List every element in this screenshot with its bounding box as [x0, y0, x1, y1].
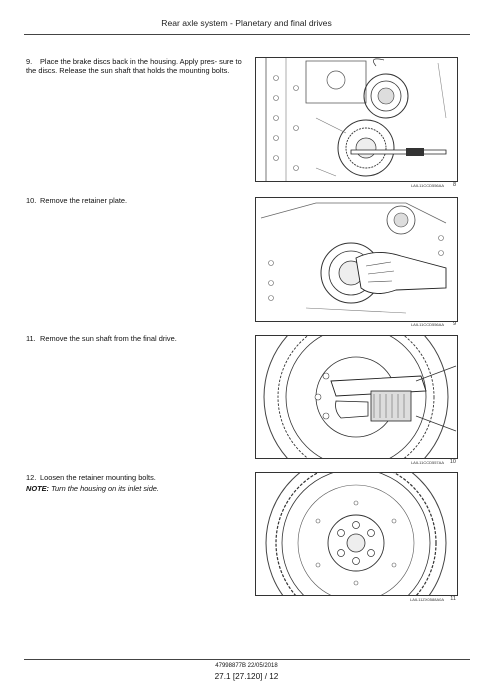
- figure-10-illustration: [256, 336, 457, 458]
- header-rule: [24, 34, 470, 35]
- figure-code: LAIL11CCD556AA: [410, 183, 444, 188]
- figure-code: LAIL11CCD557AA: [410, 460, 444, 465]
- step-text: Remove the sun shaft from the final drive.: [40, 334, 177, 343]
- figure-9: [255, 197, 458, 322]
- figure-code: LAIL11CCD556AA: [410, 322, 444, 327]
- figure-8-illustration: [256, 58, 457, 181]
- step-10: [26, 196, 246, 205]
- figure-8: [255, 57, 458, 182]
- step-number: 11.: [26, 334, 36, 343]
- step-number: 9.: [26, 57, 33, 66]
- step-12: [26, 473, 246, 493]
- figure-9-illustration: [256, 198, 457, 321]
- step-number: 10.: [26, 196, 37, 205]
- footer-rule: [24, 659, 470, 660]
- page-header-title: Rear axle system - Planetary and final drives: [161, 18, 332, 28]
- figure-10: [255, 335, 458, 459]
- step-number: 12.: [26, 473, 37, 482]
- step-text: Place the brake discs back in the housing. Apply pres- sure to the discs. Release the sun shaft that holds the mounting bolts.: [26, 57, 242, 76]
- step-text: Loosen the retainer mounting bolts.: [40, 473, 156, 482]
- figure-11-illustration: [256, 473, 457, 595]
- step-note: [26, 484, 246, 493]
- note-label: NOTE:: [26, 484, 49, 494]
- figure-number: 9: [452, 321, 456, 327]
- figure-number: 8: [452, 182, 456, 188]
- note-text: Turn the housing on its inlet side.: [51, 484, 159, 494]
- figure-11: [255, 472, 458, 596]
- step-9: [26, 57, 246, 75]
- step-text: Remove the retainer plate.: [40, 196, 128, 205]
- step-11: [26, 334, 246, 343]
- figure-number: 11: [450, 596, 456, 602]
- figure-number: 10: [449, 459, 456, 465]
- footer-doc-id: 47998877B 22/05/2018: [215, 663, 278, 669]
- footer-page-ref: 27.1 [27.120] / 12: [214, 672, 279, 681]
- figure-code: LAIL11ZX0588A0A: [410, 597, 444, 602]
